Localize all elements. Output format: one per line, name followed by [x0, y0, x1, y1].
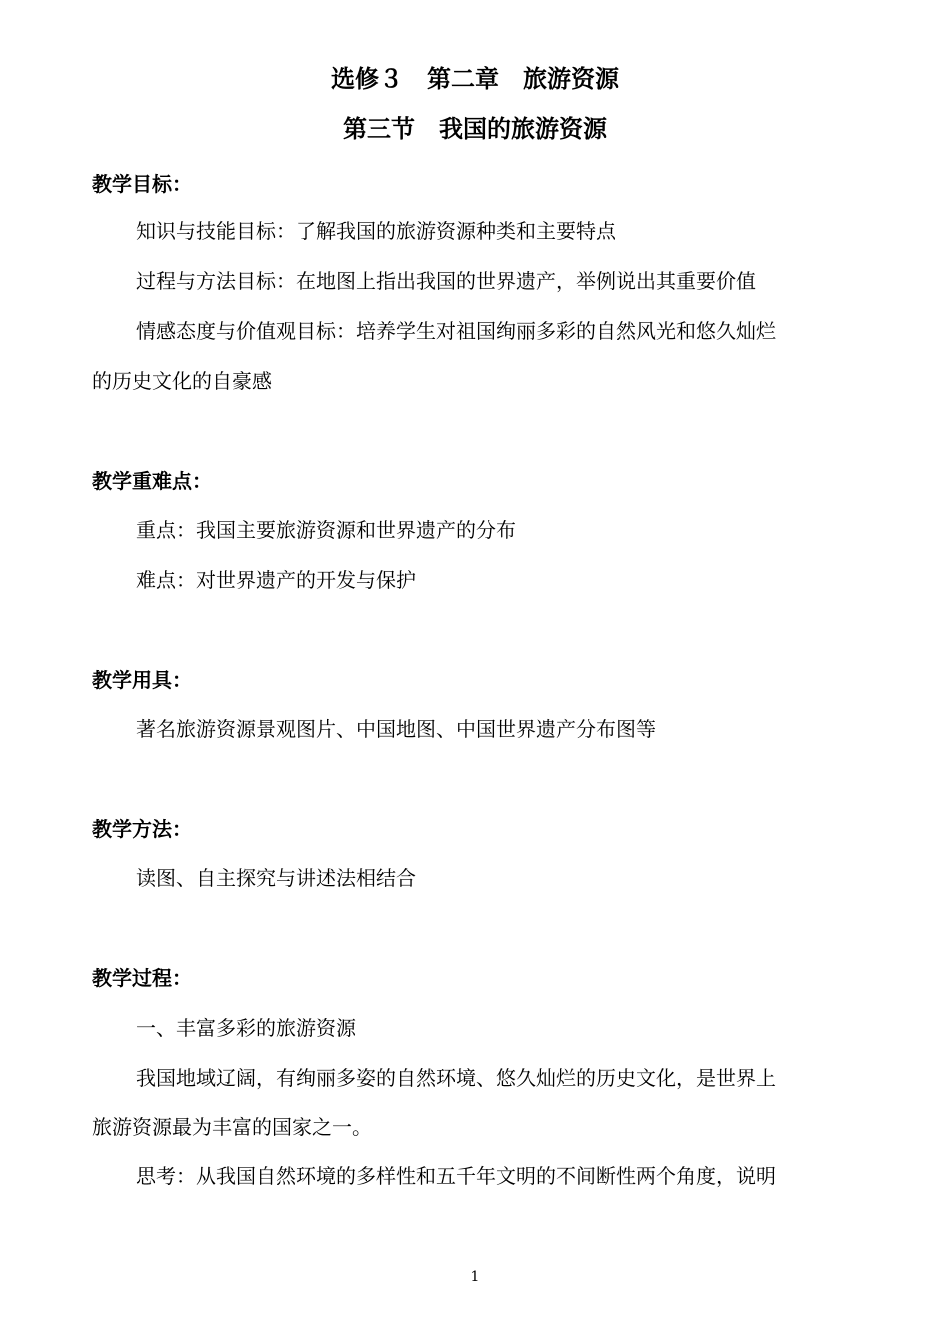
- process-subheading: 一、丰富多彩的旅游资源: [136, 1016, 356, 1040]
- objectives-heading: 教学目标：: [92, 172, 192, 196]
- tools-heading: 教学用具：: [92, 668, 192, 692]
- page-number: 1: [470, 1269, 480, 1285]
- objective-emotion-line2: 的历史文化的自豪感: [92, 369, 272, 393]
- difficult-point: 难点：对世界遗产的开发与保护: [136, 568, 416, 592]
- objective-knowledge: 知识与技能目标：了解我国的旅游资源种类和主要特点: [136, 219, 616, 243]
- objective-process: 过程与方法目标：在地图上指出我国的世界遗产，举例说出其重要价值: [136, 269, 756, 293]
- section-title: 第三节 我国的旅游资源: [343, 115, 607, 143]
- key-points-heading: 教学重难点：: [92, 469, 212, 493]
- methods-heading: 教学方法：: [92, 817, 192, 841]
- objective-emotion-line1: 情感态度与价值观目标：培养学生对祖国绚丽多彩的自然风光和悠久灿烂: [136, 319, 776, 343]
- chapter-title: 选修３ 第二章 旅游资源: [331, 65, 619, 93]
- key-point: 重点：我国主要旅游资源和世界遗产的分布: [136, 518, 516, 542]
- methods-content: 读图、自主探究与讲述法相结合: [136, 866, 416, 890]
- process-think-line1: 思考：从我国自然环境的多样性和五千年文明的不间断性两个角度，说明: [136, 1164, 776, 1188]
- process-heading: 教学过程：: [92, 966, 192, 990]
- tools-content: 著名旅游资源景观图片、中国地图、中国世界遗产分布图等: [136, 717, 656, 741]
- process-paragraph-line2: 旅游资源最为丰富的国家之一。: [92, 1115, 372, 1139]
- process-paragraph-line1: 我国地域辽阔，有绚丽多姿的自然环境、悠久灿烂的历史文化，是世界上: [136, 1066, 776, 1090]
